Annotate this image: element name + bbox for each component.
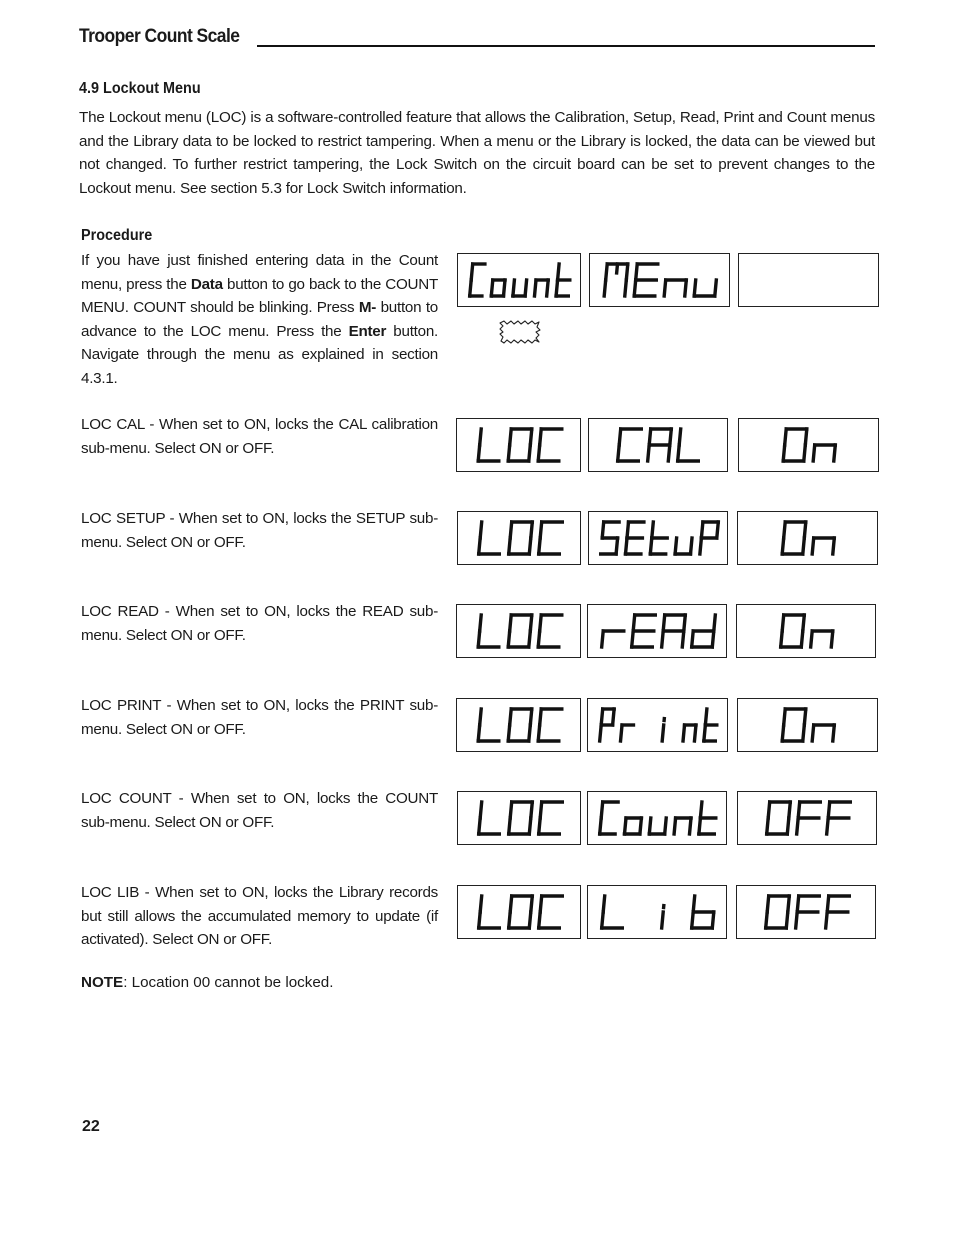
segment-readout [588, 886, 726, 938]
lcd-display [737, 791, 877, 845]
lcd-display [457, 511, 581, 565]
lcd-display [456, 418, 581, 472]
segment-readout [458, 792, 580, 844]
section-title: 4.9 Lockout Menu [79, 80, 201, 97]
lcd-display [587, 698, 728, 752]
section-intro: The Lockout menu (LOC) is a software-controlled feature that allows the Calibration, Setup, Read, Print and Count menus and the Library data to be locked to restrict tampering. When a menu or the Library is locked, the data can be viewed but not changed. To further restrict tampering, the Lock Switch on the circuit board can be set to prevent changes to the Lockout menu. See section 5.3 for Lock Switch information. [79, 109, 875, 197]
lcd-display [587, 791, 727, 845]
segment-readout [737, 605, 875, 657]
segment-readout [588, 699, 727, 751]
note: NOTE: Location 00 cannot be locked. [81, 974, 334, 991]
header-rule [257, 45, 875, 47]
lcd-display [737, 698, 878, 752]
page-header [79, 26, 875, 48]
lcd-display [737, 511, 878, 565]
segment-readout [590, 254, 729, 306]
lcd-display [738, 253, 879, 307]
lcd-display [456, 604, 581, 658]
lcd-display [457, 791, 581, 845]
segment-readout [457, 699, 580, 751]
segment-readout [458, 886, 580, 938]
lcd-display [738, 418, 879, 472]
segment-readout [458, 254, 580, 306]
segment-readout [739, 419, 878, 471]
segment-readout [588, 605, 726, 657]
procedure-title: Procedure [81, 227, 153, 244]
lcd-display [588, 418, 728, 472]
manual-title: Trooper Count Scale [79, 26, 240, 47]
segment-readout [737, 886, 875, 938]
lcd-display [736, 604, 876, 658]
page-number: 22 [82, 1118, 100, 1135]
segment-readout [589, 512, 727, 564]
segment-readout [738, 792, 876, 844]
lcd-display [736, 885, 876, 939]
lcd-display [589, 253, 730, 307]
segment-readout [739, 254, 878, 306]
loc-count-description: LOC COUNT - When set to ON, locks the COUNT sub-menu. Select ON or OFF. [81, 790, 438, 831]
lcd-display [588, 511, 728, 565]
lcd-display [587, 885, 727, 939]
lcd-display [457, 253, 581, 307]
loc-print-description: LOC PRINT - When set to ON, locks the PRINT sub-menu. Select ON or OFF. [81, 697, 438, 738]
segment-readout [589, 419, 727, 471]
loc-cal-description: LOC CAL - When set to ON, locks the CAL calibration sub-menu. Select ON or OFF. [81, 416, 438, 457]
segment-readout [458, 512, 580, 564]
loc-read-description: LOC READ - When set to ON, locks the READ sub-menu. Select ON or OFF. [81, 603, 438, 644]
loc-lib-description: LOC LIB - When set to ON, locks the Library records but still allows the accumulated memory to update (if activated). Select ON or OFF. [81, 884, 438, 948]
procedure-intro: If you have just finished entering data in the Count menu, press the Data button to go back to the COUNT MENU. COUNT should be blinking. Press M- button to advance to the LOC menu. Press the Enter button. Navigate through the menu as explained in section 4.3.1. [81, 252, 438, 387]
lcd-display [457, 885, 581, 939]
segment-readout [457, 419, 580, 471]
segment-readout [738, 699, 877, 751]
segment-readout [588, 792, 726, 844]
lcd-display [456, 698, 581, 752]
lcd-display [587, 604, 727, 658]
blinking-indicator-icon [498, 319, 542, 345]
loc-setup-description: LOC SETUP - When set to ON, locks the SETUP sub-menu. Select ON or OFF. [81, 510, 438, 551]
segment-readout [457, 605, 580, 657]
segment-readout [738, 512, 877, 564]
